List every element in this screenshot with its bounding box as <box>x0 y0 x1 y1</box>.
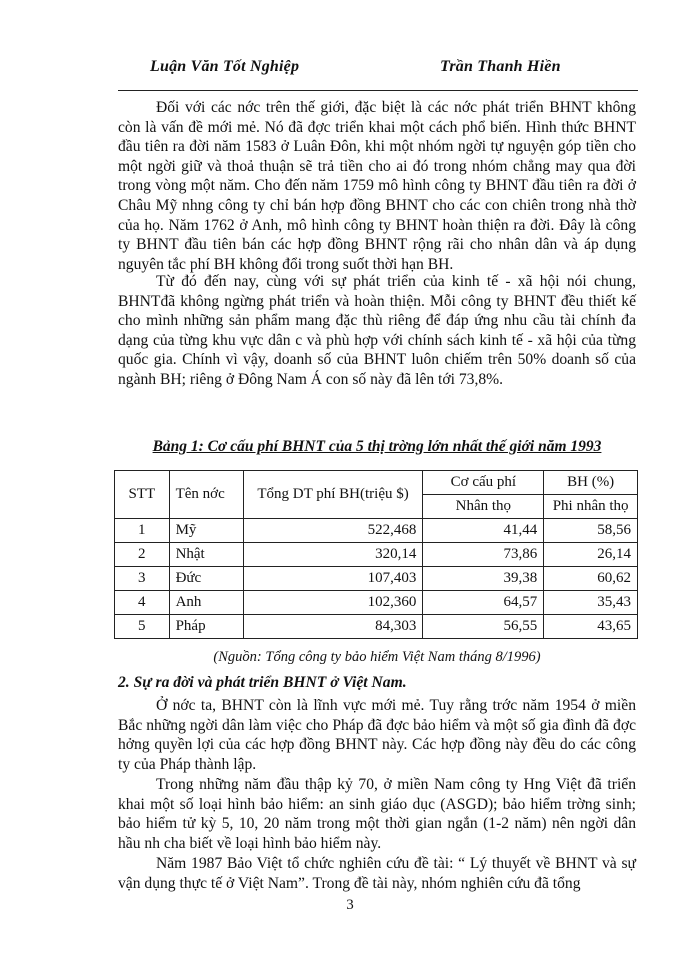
row-nonlife-share: 43,65 <box>544 615 638 639</box>
paragraph-vietnam-early: Ở nớc ta, BHNT còn là lĩnh vực mới mẻ. Tuy rằng trớc năm 1954 ở miền Bắc những ngời dân làm việc cho Pháp đã đợc bảo hiểm và một số gia đình đã đợc hởng quyền lợi của các hợp đồng BHNT này. Các hợp đồng này đều do các công ty của Pháp thành lập. <box>118 697 636 773</box>
table-header-row <box>115 471 638 495</box>
table-source: (Nguồn: Tổng công ty bảo hiểm Việt Nam tháng 8/1996) <box>213 649 541 665</box>
row-stt: 5 <box>115 615 170 639</box>
table-body <box>115 519 638 639</box>
table-row <box>115 615 638 639</box>
row-total-premium: 320,14 <box>243 543 423 567</box>
row-stt: 2 <box>115 543 170 567</box>
header-thesis-title: Luận Văn Tốt Nghiệp <box>150 58 300 75</box>
section-title: 2. Sự ra đời và phát triển BHNT ở Việt Nam. <box>118 674 407 691</box>
header-total-premium: Tổng DT phí BH(triệu $) <box>243 471 423 519</box>
row-nonlife-share: 60,62 <box>544 567 638 591</box>
row-stt: 1 <box>115 519 170 543</box>
header-life: Nhân thọ <box>423 495 544 519</box>
header-author-name: Trần Thanh Hiền <box>440 58 561 75</box>
row-stt: 4 <box>115 591 170 615</box>
header-bh-percent: BH (%) <box>544 471 638 495</box>
table-row <box>115 519 638 543</box>
row-country: Đức <box>169 567 243 591</box>
row-total-premium: 84,303 <box>243 615 423 639</box>
header-country: Tên nớc <box>169 471 243 519</box>
table-row <box>115 543 638 567</box>
row-nonlife-share: 35,43 <box>544 591 638 615</box>
row-country: Mỹ <box>169 519 243 543</box>
paragraph-development: Từ đó đến nay, cùng với sự phát triển của kinh tế - xã hội nói chung, BHNTđã không ngừng phát triển và hoàn thiện. Mỗi công ty BHNT đều thiết kế cho mình những sản phẩm mang đặc thù riêng để đáp ứng nhu cầu tài chính đa dạng của từng khu vực dân c và phù hợp với chính sách kinh tế - xã hội của từng quốc gia. Chính vì vậy, doanh số của BHNT luôn chiếm trên 50% doanh số của ngành BH; riêng ở Đông Nam Á con số này đã lên tới 73,8%. <box>118 273 636 388</box>
row-life-share: 73,86 <box>423 543 544 567</box>
table-row <box>115 567 638 591</box>
paragraph-bao-viet-research: Năm 1987 Bảo Việt tổ chức nghiên cứu đề tài: “ Lý thuyết về BHNT và sự vận dụng thực tế ở Việt Nam”. Trong đề tài này, nhóm nghiên cứu đã tổng <box>118 855 636 892</box>
header-structure: Cơ cấu phí <box>423 471 544 495</box>
header-nonlife: Phi nhân thọ <box>544 495 638 519</box>
row-country: Anh <box>169 591 243 615</box>
row-nonlife-share: 26,14 <box>544 543 638 567</box>
table-caption: Bảng 1: Cơ cấu phí BHNT của 5 thị trờng lớn nhất thế giới năm 1993 <box>152 438 602 455</box>
premium-structure-table <box>114 470 638 639</box>
paragraph-world-history: Đối với các nớc trên thế giới, đặc biệt là các nớc phát triển BHNT không còn là vấn đề mới mẻ. Nó đã đợc triển khai một cách phổ biến. Hình thức BHNT đầu tiên ra đời năm 1583 ở Luân Đôn, khi một nhóm ngời tự nguyện góp tiền cho một ngời giữ và thoả thuận sẽ trả tiền cho ai đó trong nhóm chẳng may qua đời trong vòng một năm. Cho đến năm 1759 mô hình công ty BHNT đầu tiên ra đời ở Châu Mỹ nhng công ty chỉ bán hợp đồng BHNT cho các con chiên trong nhà thờ của họ. Năm 1762 ở Anh, mô hình công ty BHNT hoàn thiện ra đời. Đây là công ty BHNT đầu tiên bán các hợp đồng BHNT rộng rãi cho nhân dân và áp dụng nguyên tắc phí BH không đổi trong suốt thời hạn BH. <box>118 99 636 273</box>
header-divider <box>118 90 638 91</box>
header-stt: STT <box>115 471 170 519</box>
row-life-share: 56,55 <box>423 615 544 639</box>
row-life-share: 41,44 <box>423 519 544 543</box>
row-country: Pháp <box>169 615 243 639</box>
page-number: 3 <box>346 897 354 913</box>
paragraph-south-vietnam: Trong những năm đầu thập kỷ 70, ở miền Nam công ty Hng Việt đã triển khai một số loại hình bảo hiểm: an sinh giáo dục (ASGD); bảo hiểm trờng sinh; bảo hiểm tử kỳ 5, 10, 20 năm trong một thời gian ngắn (1-2 năm) nên ngời dân hầu nh cha biết về loại hình bảo hiểm này. <box>118 776 636 852</box>
row-total-premium: 107,403 <box>243 567 423 591</box>
row-nonlife-share: 58,56 <box>544 519 638 543</box>
row-total-premium: 522,468 <box>243 519 423 543</box>
row-life-share: 39,38 <box>423 567 544 591</box>
row-stt: 3 <box>115 567 170 591</box>
row-life-share: 64,57 <box>423 591 544 615</box>
row-total-premium: 102,360 <box>243 591 423 615</box>
row-country: Nhật <box>169 543 243 567</box>
table-row <box>115 591 638 615</box>
